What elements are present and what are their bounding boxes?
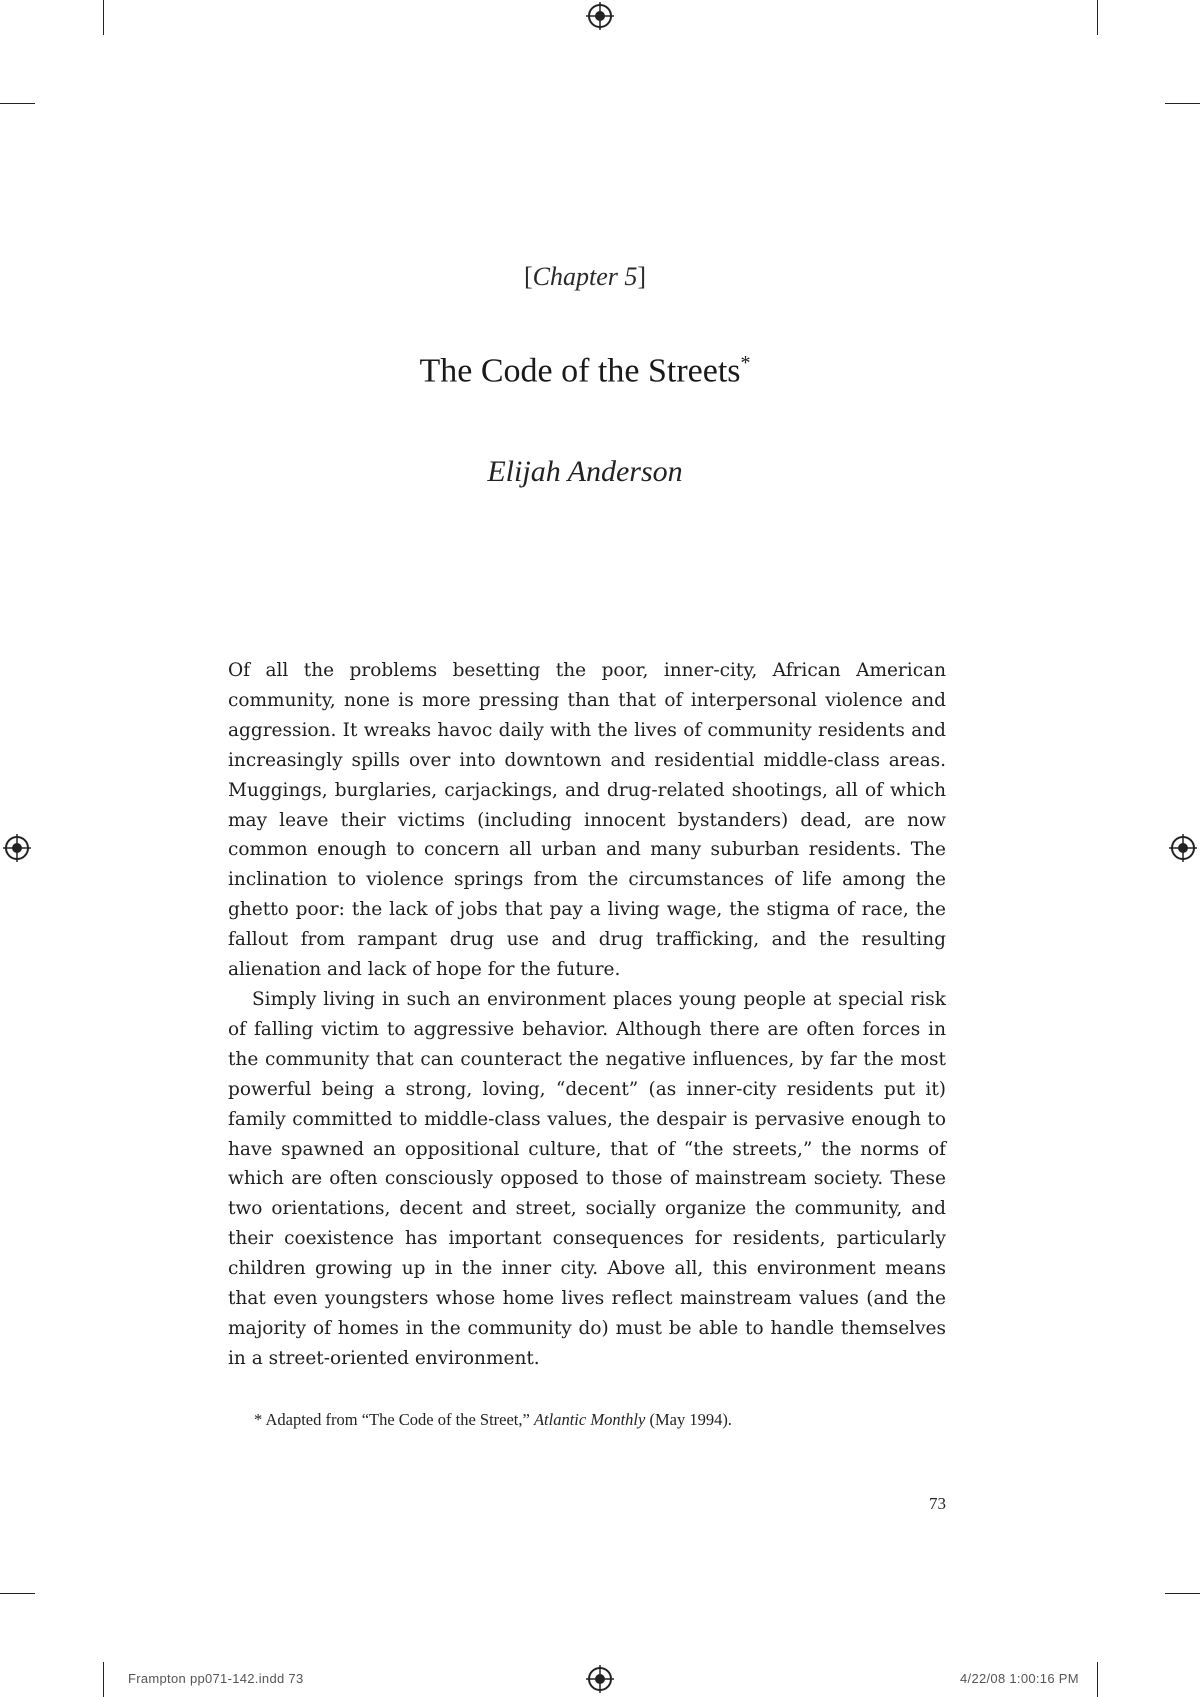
footnote [254,1410,954,1430]
crop-mark-right-bottom [1165,1593,1200,1594]
chapter-label-text: Chapter 5 [532,262,638,291]
registration-crosshair-icon [586,2,614,30]
registration-crosshair-icon [586,1665,614,1693]
footnote-marker: * [254,1410,263,1429]
crop-mark-top-left [103,0,104,35]
slug-file-info: Frampton pp071-142.indd 73 [128,1671,304,1686]
page-number: 73 [929,1494,946,1513]
registration-crosshair-icon [1169,834,1197,862]
chapter-label [0,262,1170,292]
footnote-prefix: Adapted from “The Code of the Street,” [265,1410,530,1429]
slug-timestamp: 4/22/08 1:00:16 PM [960,1671,1079,1686]
body-text [228,656,946,1374]
crop-mark-top-right [1097,0,1098,35]
crop-mark-bottom-right [1097,1662,1098,1697]
title-text: The Code of the Streets [419,352,741,390]
crop-mark-bottom-left [103,1662,104,1697]
page-title [0,352,1170,390]
registration-crosshair-icon [3,834,31,862]
chapter-open-bracket: [ [523,262,533,291]
author-name: Elijah Anderson [487,455,683,488]
footnote-journal: Atlantic Monthly [533,1410,646,1429]
crop-mark-left-bottom [0,1593,35,1594]
title-footnote-marker: * [740,352,751,374]
crop-mark-right-top [1165,103,1200,104]
chapter-close-bracket: ] [637,262,647,291]
paragraph: Of all the problems besetting the poor, inner-city, African American community, none is more pressing than that of interpersonal violence and aggression. It wreaks havoc daily with the lives of community residents and increasingly spills over into downtown and residential middle-class areas. Muggings, burglaries, carjackings, and drug-related shootings, all of which may leave their victims (including innocent bystanders) dead, are now common enough to concern all urban and many suburban residents. The inclination to violence springs from the circumstances of life among the ghetto poor: the lack of jobs that pay a living wage, the stigma of race, the fallout from rampant drug use and drug trafficking, and the resulting alienation and lack of hope for the future. [228,660,946,981]
footnote-suffix: (May 1994). [649,1410,732,1429]
crop-mark-left-top [0,103,35,104]
paragraph: Simply living in such an environment places young people at special risk of falling victim to aggressive behavior. Although there are often forces in the community that can counteract the negative influences, by far the most powerful being a strong, loving, “decent” (as inner-city residents put it) family committed to middle-class values, the despair is pervasive enough to have spawned an oppositional culture, that of “the streets,” the norms of which are often consciously opposed to those of mainstream society. These two orientations, decent and street, socially organize the community, and their coexistence has important consequences for residents, particularly children growing up in the inner city. Above all, this environment means that even youngsters whose home lives reflect mainstream values (and the majority of homes in the community do) must be able to handle themselves in a street-oriented environment. [228,988,946,1369]
